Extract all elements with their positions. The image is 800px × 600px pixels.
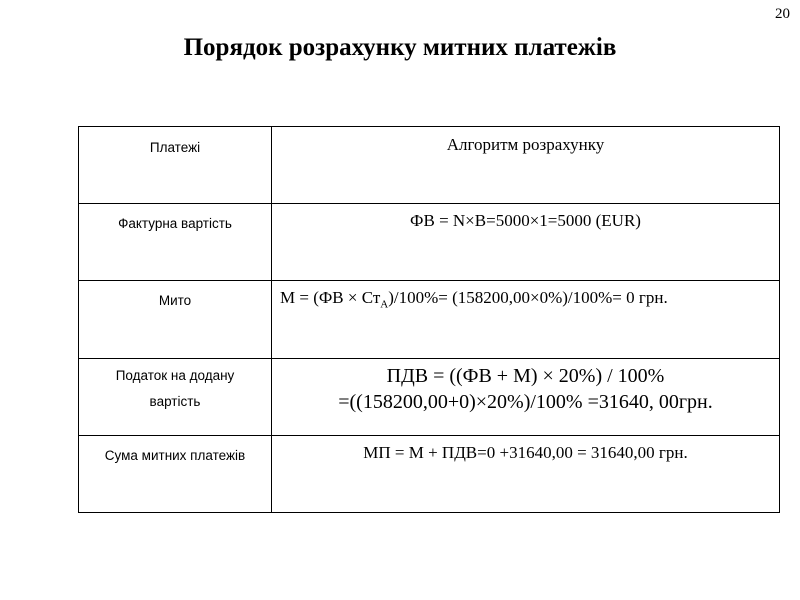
payment-invoice-value: Фактурна вартість <box>79 204 272 281</box>
algorithm-vat <box>272 358 780 435</box>
algorithm-duty <box>272 281 780 358</box>
header-payments: Платежі <box>79 127 272 204</box>
payment-vat-line2: вартість <box>149 393 201 409</box>
payment-duty: Мито <box>79 281 272 358</box>
algorithm-duty-prefix: М = (ФВ × Ст <box>280 288 381 308</box>
algorithm-vat-line1: ПДВ = ((ФВ + М) × 20%) / 100% <box>386 364 665 387</box>
customs-payments-table <box>78 126 780 513</box>
table-header-row <box>79 127 780 204</box>
table-row <box>79 435 780 512</box>
algorithm-invoice-value: ФВ = N×B=5000×1=5000 (EUR) <box>272 204 780 281</box>
table-row <box>79 358 780 435</box>
table-row <box>79 281 780 358</box>
payment-vat <box>79 358 272 435</box>
payment-total: Сума митних платежів <box>79 435 272 512</box>
algorithm-duty-subscript: А <box>380 298 389 311</box>
algorithm-total: МП = М + ПДВ=0 +31640,00 = 31640,00 грн. <box>272 435 780 512</box>
header-algorithm: Алгоритм розрахунку <box>272 127 780 204</box>
algorithm-vat-line2: =((158200,00+0)×20%)/100% =31640, 00грн. <box>338 390 713 413</box>
page-title: Порядок розрахунку митних платежів <box>183 34 617 61</box>
page-number: 20 <box>775 6 790 22</box>
algorithm-duty-suffix: )/100%= (158200,00×0%)/100%= 0 грн. <box>388 288 668 308</box>
payment-vat-line1: Податок на додану <box>115 367 235 383</box>
table-row <box>79 204 780 281</box>
